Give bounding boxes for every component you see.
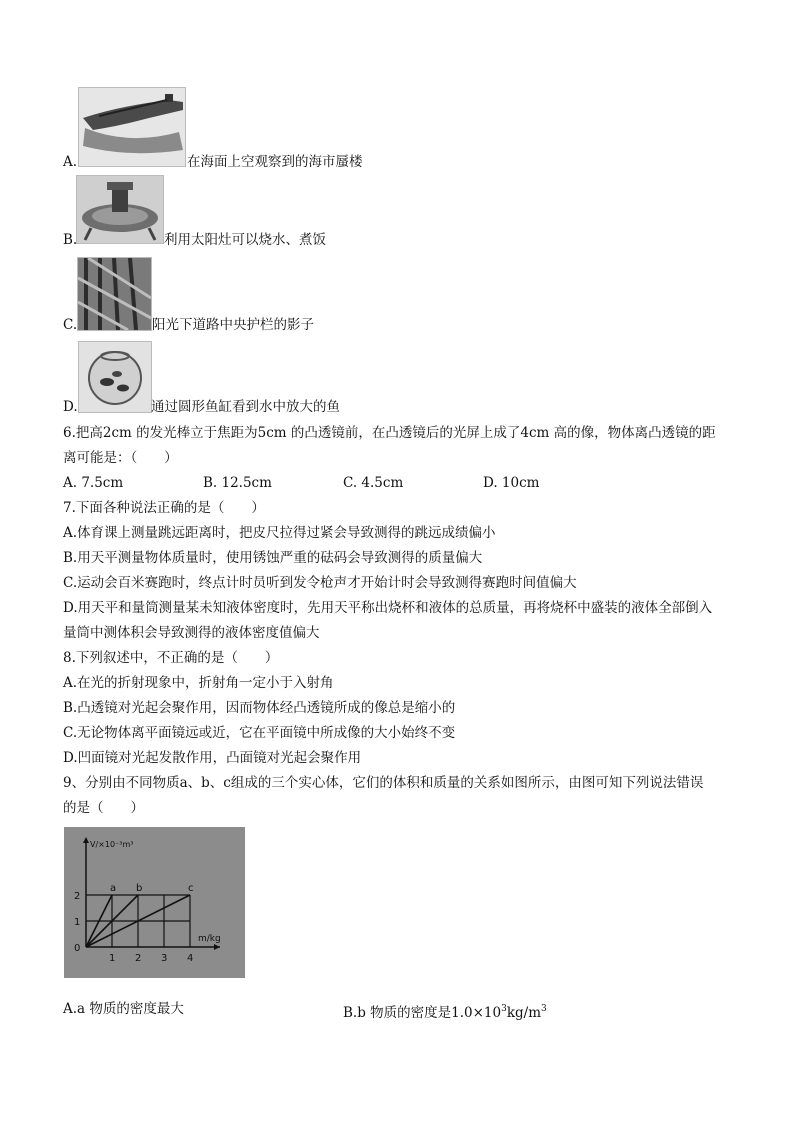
option-a-text: 在海面上空观察到的海市蜃楼 [187,154,363,170]
fish-bowl-graphic [79,342,151,412]
fish-bowl-photo [78,341,152,413]
mirage-photo-graphic [79,88,185,166]
y-tick-label: 1 [74,917,81,928]
option-b-text: 利用太阳灶可以烧水、煮饭 [164,232,326,248]
q6-option-b: B. 12.5cm [203,475,272,491]
option-d-text: 通过圆形鱼缸看到水中放大的鱼 [151,399,340,415]
option-d-letter: D. [63,399,78,415]
guardrail-shadow-photo [77,257,152,331]
q8-option-c: C.无论物体离平面镜远或近，它在平面镜中所成像的大小始终不变 [63,725,456,741]
volume-mass-chart [64,827,245,978]
q6-stem-line1: 6.把高2cm 的发光棒立于焦距为5cm 的凸透镜前，在凸透镜后的光屏上成了4cm 高的像，物体离凸透镜的距 [63,425,716,441]
x-tick-label: 3 [161,953,168,964]
x-tick-label: 2 [135,953,142,964]
q9-option-b-prefix: B.b 物质的密度是 [343,1005,452,1021]
option-b-letter: B. [63,232,78,248]
solar-cooker-photo [76,175,164,244]
q8-stem: 8.下列叙述中，不正确的是（ ） [63,650,279,666]
q9-option-a: A.a 物质的密度最大 [63,1001,184,1017]
series-label-b: b [136,883,143,894]
mirage-photo [78,87,186,167]
series-label-a: a [110,883,117,894]
y-tick-label: 2 [74,891,81,902]
q9-stem-line2: 的是（ ） [63,800,144,816]
guardrail-shadow-graphic [78,258,151,330]
q7-option-d: D.用天平和量筒测量某未知液体密度时，先用天平称出烧杯和液体的总质量，再将烧杯中盛装的液体全部倒入 [63,600,713,616]
q7-stem: 7.下面各种说法正确的是（ ） [63,500,265,516]
q6-option-c: C. 4.5cm [343,475,404,491]
q9-option-b-value: 1.0×10 [451,1005,502,1021]
q9-option-b-exp: 3 [501,1004,507,1014]
volume-mass-chart-svg [64,827,245,978]
option-a-letter: A. [63,154,78,170]
q8-option-d: D.凹面镜对光起发散作用，凸面镜对光起会聚作用 [63,750,362,766]
q7-option-b: B.用天平测量物体质量时，使用锈蚀严重的砝码会导致测得的质量偏大 [63,550,483,566]
q9-option-b-unit-exp: 3 [541,1004,547,1014]
q7-option-a: A.体育课上测量跳远距离时，把皮尺拉得过紧会导致测得的跳远成绩偏小 [63,525,496,541]
origin-label: 0 [74,943,81,954]
y-axis-arrow [83,837,89,843]
option-c-text: 阳光下道路中央护栏的影子 [152,317,314,333]
x-axis-label: m/kg [198,934,221,944]
q8-option-a: A.在光的折射现象中，折射角一定小于入射角 [63,675,334,691]
q8-option-b: B.凸透镜对光起会聚作用，因而物体经凸透镜所成的像总是缩小的 [63,700,456,716]
x-tick-label: 4 [187,953,194,964]
q6-option-d: D. 10cm [483,475,540,491]
option-c-letter: C. [63,317,78,333]
x-tick-label: 1 [109,953,116,964]
q7-option-d-cont: 量筒中测体积会导致测得的液体密度值偏大 [63,625,320,641]
series-label-c: c [188,883,194,894]
q9-option-b-unit: kg/m [506,1005,542,1021]
q9-option-b [343,1000,547,1022]
q7-option-c: C.运动会百米赛跑时，终点计时员听到发令枪声才开始计时会导致测得赛跑时间值偏大 [63,575,577,591]
q6-option-a: A. 7.5cm [63,475,124,491]
q9-stem-line1: 9、分别由不同物质a、b、c组成的三个实心体，它们的体积和质量的关系如图所示，由图可知下列说法错误 [63,775,704,791]
x-axis-arrow [214,944,220,950]
q6-stem-line2: 离可能是：（ ） [63,450,178,466]
y-axis-label: V/×10⁻³m³ [90,840,134,849]
solar-cooker-graphic [77,176,163,243]
